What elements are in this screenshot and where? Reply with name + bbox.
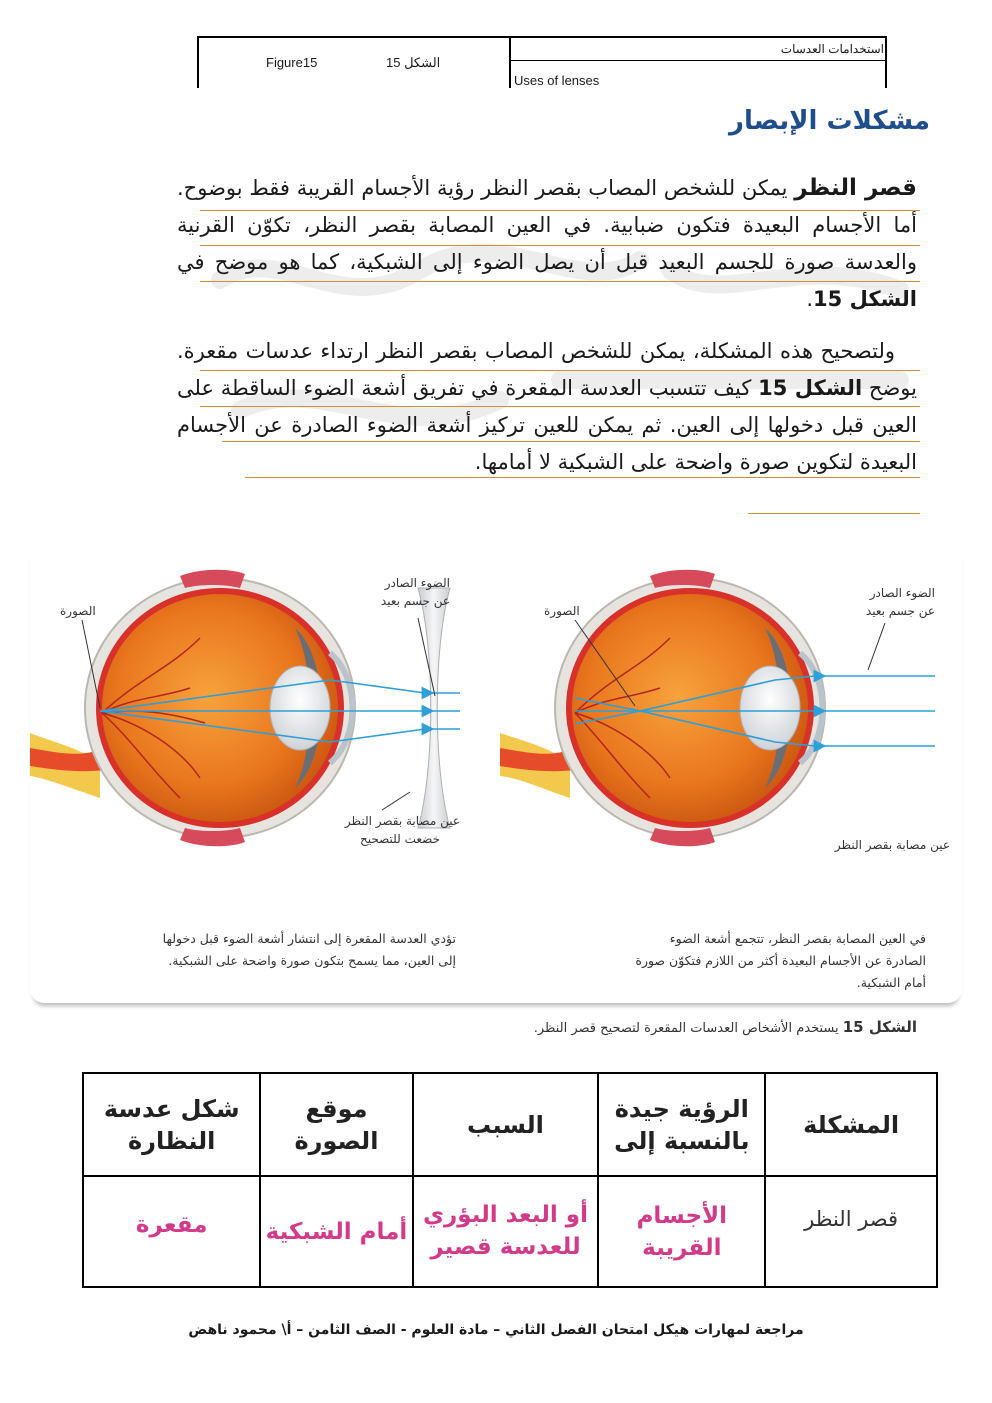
page-title: مشكلات الإبصار: [729, 106, 930, 136]
corrected-caption-line1: تؤدي العدسة المقعرة إلى انتشار أشعة الضوء قبل دخولها: [162, 931, 456, 946]
underline: [222, 441, 920, 442]
myopic-caption-line3: أمام الشبكية.: [856, 975, 926, 990]
underline: [200, 210, 920, 211]
paragraph1-text: يمكن للشخص المصاب بقصر النظر رؤية الأجسام القريبة فقط بوضوح. أما الأجسام البعيدة فتكون ضبابية. في العين المصابة بقصر النظر، تكوّن القرنية والعدسة صورة للجسم البعيد قبل أن يصل الضوء إلى الشبكية، كما هو موضح في: [177, 176, 917, 274]
paragraph2-text1: ولتصحيح هذه المشكلة، يمكن للشخص المصاب بقصر النظر ارتداء عدسات مقعرة. يوضح: [177, 339, 917, 400]
left-light-label-line1: الضوء الصادر: [384, 576, 450, 590]
table-cell-lens-shape: مقعرة: [83, 1176, 260, 1287]
figure-caption-title: الشكل 15: [842, 1018, 917, 1036]
table-row: [83, 1176, 937, 1287]
myopic-caption-line2: الصادرة عن الأجسام البعيدة أكثر من اللازم فتكوّن صورة: [635, 953, 926, 968]
table-header-image-position: موقع الصورة: [260, 1073, 412, 1176]
myopic-caption-line1: في العين المصابة بقصر النظر، تتجمع أشعة الضوء: [669, 931, 926, 946]
underline: [748, 513, 920, 514]
table-cell-problem: قصر النظر: [765, 1176, 937, 1287]
corrected-caption-line2: إلى العين، مما يسمح بتكون صورة واضحة على الشبكية.: [168, 953, 456, 968]
figure-ref-1: الشكل 15: [813, 287, 917, 311]
table-cell-cause: أو البعد البؤري للعدسة قصير: [413, 1176, 599, 1287]
figure-ref-2: الشكل 15: [758, 376, 863, 400]
underline: [200, 245, 920, 246]
table-header-row: [83, 1073, 937, 1176]
figure-label-ar: الشكل 15: [386, 55, 441, 70]
table-header-clear-vision: الرؤية جيدة بالنسبة إلى: [598, 1073, 765, 1176]
left-light-label-line2: عن جسم بعيد: [380, 594, 450, 608]
underline: [200, 370, 920, 371]
corrected-eye-label: [300, 812, 460, 848]
header-divider: [509, 36, 511, 88]
figure-panel: [30, 548, 962, 1003]
summary-table: [82, 1072, 938, 1288]
topic-ar: استخدامات العدسات: [780, 42, 884, 56]
underline: [245, 477, 920, 478]
page-footer: مراجعة لمهارات هيكل امتحان الفصل الثاني – مادة العلوم - الصف الثامن – أ\ محمود ناهض: [188, 1322, 804, 1338]
term-myopia: قصر النظر: [794, 175, 917, 201]
table-header-cause: السبب: [413, 1073, 599, 1176]
myopic-eye-label: عين مصابة بقصر النظر: [834, 838, 950, 852]
corrected-eye-label-line2: خضعت للتصحيح: [360, 832, 440, 846]
left-light-label: [350, 574, 450, 610]
right-light-label-line2: عن جسم بعيد: [865, 604, 935, 618]
paragraph1-end: .: [806, 287, 814, 311]
table-header-problem: المشكلة: [765, 1073, 937, 1176]
right-light-label: [835, 584, 935, 620]
myopic-caption: [540, 928, 926, 994]
corrected-eye-label-line1: عين مصابة بقصر النظر: [344, 814, 460, 828]
table-cell-clear-vision: الأجسام القريبة: [598, 1176, 765, 1287]
paragraph2-text2: كيف تتسبب العدسة المقعرة في تفريق أشعة الضوء الساقطة على العين قبل دخولها إلى العين. ثم يمكن للعين تركيز أشعة الضوء الصادرة عن الأجسام البعيدة لتكوين صورة واضحة على الشبكية لا أمامها.: [177, 376, 917, 474]
table-header-lens-shape: شكل عدسة النظارة: [83, 1073, 260, 1176]
figure-caption-text: يستخدم الأشخاص العدسات المقعرة لتصحيح قصر النظر.: [533, 1021, 843, 1036]
underline: [200, 281, 920, 282]
left-image-label: الصورة: [60, 604, 96, 618]
right-light-label-line1: الضوء الصادر: [869, 586, 935, 600]
right-image-label: الصورة: [544, 604, 580, 618]
corrected-caption: [66, 928, 456, 972]
table-cell-image-position: أمام الشبكية: [260, 1176, 412, 1287]
figure-caption: [534, 1018, 917, 1036]
underline: [200, 406, 920, 407]
figure-label-en: Figure15: [266, 55, 318, 70]
topic-en: Uses of lenses: [514, 73, 600, 88]
paragraph-correction: [177, 333, 917, 518]
header-row-line: [511, 60, 887, 61]
